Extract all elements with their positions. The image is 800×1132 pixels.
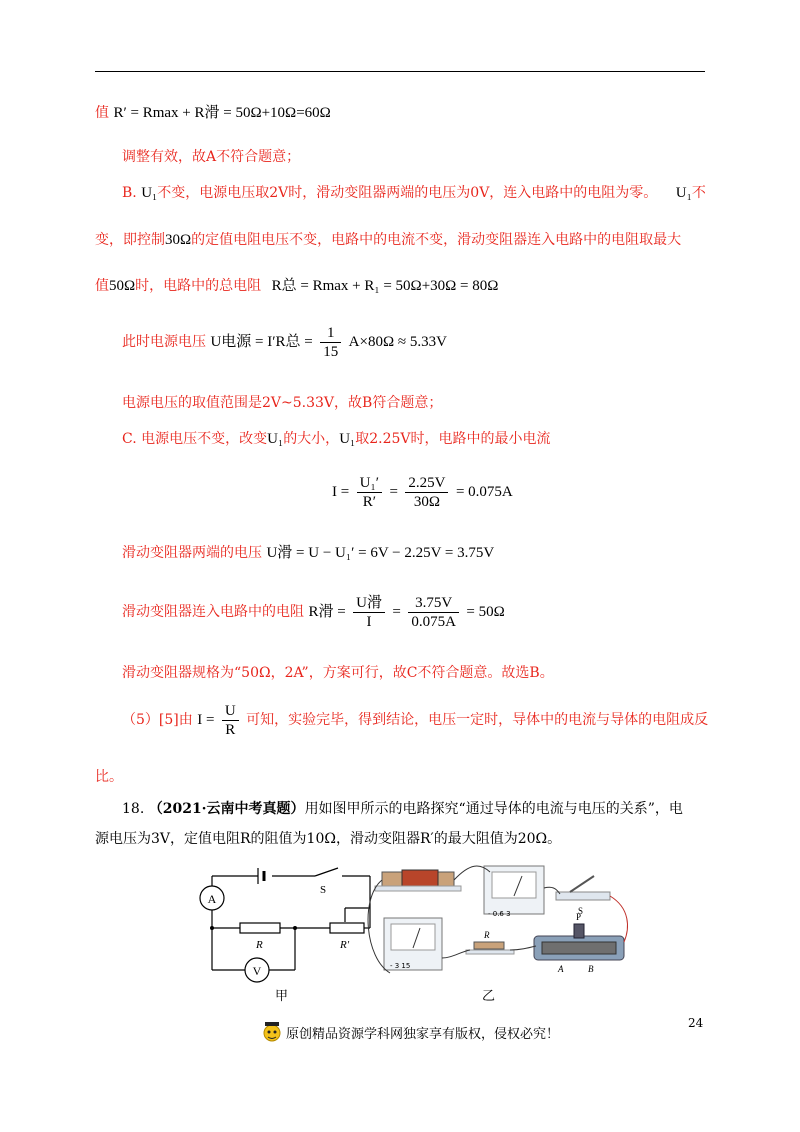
line-1: 值 R′ = Rmax + R滑 = 50Ω+10Ω=60Ω xyxy=(95,105,331,121)
line-14: 比。 xyxy=(95,769,123,785)
header-rule xyxy=(95,71,705,72)
line-10: 滑动变阻器两端的电压 U滑 = U − U₁′ = 6V − 2.25V = 3.75V xyxy=(122,545,495,561)
line-6: 此时电源电压 U电源 = I′R总 = $\frac{1}{15}$ A×80Ω ≈ 5.33V xyxy=(122,324,447,360)
voltmeter-label: V xyxy=(252,964,262,978)
line-8: C. 电源电压不变，改变U₁的大小，U₁取2.25V时，电路中的最小电流 xyxy=(122,431,551,447)
resistor-label: R xyxy=(256,939,263,951)
circuit-photo-yi xyxy=(368,866,627,1004)
switch-label: S xyxy=(320,884,327,896)
yi-switch-label: S xyxy=(578,906,584,916)
line-11: 滑动变阻器连入电路中的电阻 R滑 = $\frac{\text{U滑}}{I}$ = $\frac{3.75V}{0.075A}$ = 50Ω xyxy=(122,594,505,630)
yi-resistor-label: R xyxy=(484,930,490,940)
footer xyxy=(262,1020,559,1044)
footer-text: 原创精品资源学科网独家享有版权，侵权必究！ xyxy=(286,1026,560,1042)
mascot-icon xyxy=(262,1020,282,1044)
circuit-figure xyxy=(190,858,650,1008)
yi-b-label: B xyxy=(588,964,594,974)
line-2: 调整有效，故A不符合题意； xyxy=(122,149,301,165)
label-yi: 乙 xyxy=(482,989,496,1004)
svg-text:- 0.6 3: - 0.6 3 xyxy=(488,910,511,918)
yi-p-label: P xyxy=(576,912,582,922)
line-5: 值50Ω时，电路中的总电阻 R总 = Rmax + R₁ = 50Ω+30Ω = 80Ω xyxy=(95,278,499,294)
line-4: 变，即控制30Ω的定值电阻电压不变，电路中的电流不变，滑动变阻器连入电路中的电阻取最大 xyxy=(95,232,682,248)
label-jia: 甲 xyxy=(275,989,289,1004)
line-13: （5）[5]由 I = $\frac{U}{R}$ 可知，实验完毕，得到结论，电压一定时，导体中的电流与导体的电阻成反 xyxy=(122,702,709,738)
line-3: B. U₁不变，电源电压取2V时，滑动变阻器两端的电压为0V，连入电路中的电阻为零。 U₁不 xyxy=(122,185,706,201)
svg-text:- 3 15: - 3 15 xyxy=(390,962,411,970)
question-18-line-1: 18. （2021·云南中考真题）用如图甲所示的电路探究“通过导体的电流与电压的关系”，电 xyxy=(122,801,683,817)
line-7: 电源电压的取值范围是2V~5.33V，故B符合题意； xyxy=(122,395,443,411)
page-number: 24 xyxy=(688,1016,704,1030)
formula-r-total: R′ = Rmax + R滑 = 50Ω+10Ω=60Ω xyxy=(113,105,331,121)
ammeter-label: A xyxy=(207,892,217,906)
line-9-formula: I = $\frac{\text{U₁′}}{R'}$ = $\frac{2.25V}{30\Omega}$ = 0.075A xyxy=(332,474,513,510)
yi-a-label: A xyxy=(558,964,564,974)
circuit-diagram-jia xyxy=(200,868,370,982)
rheostat-label: R′ xyxy=(340,939,350,951)
question-18-line-2: 源电压为3V，定值电阻R的阻值为10Ω，滑动变阻器R′的最大阻值为20Ω。 xyxy=(95,831,562,847)
line-12: 滑动变阻器规格为“50Ω，2A”，方案可行，故C不符合题意。故选B。 xyxy=(122,665,554,681)
